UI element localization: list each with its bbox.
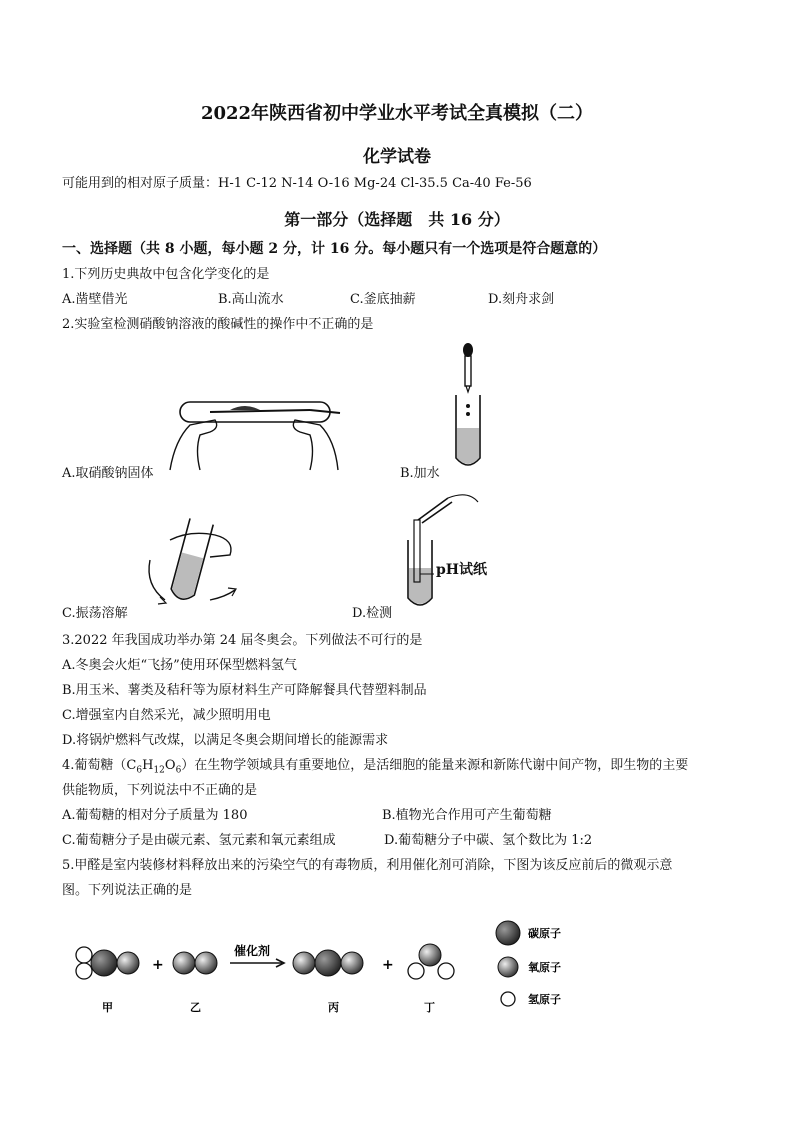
q3-option-b: B.用玉米、薯类及秸秆等为原材料生产可降解餐具代替塑料制品: [62, 683, 427, 698]
reaction-micro-diagram: [62, 915, 622, 1025]
molecule-bing: [293, 950, 363, 976]
formula-o-sub: 6: [175, 765, 182, 776]
legend-carbon: 碳原子: [528, 927, 561, 940]
q4-stem: [62, 758, 688, 779]
q2-stem: 2.实验室检测硝酸钠溶液的酸碱性的操作中不正确的是: [62, 317, 374, 332]
q3-option-d: D.将锅炉燃料气改煤，以满足冬奥会期间增长的能源需求: [62, 733, 389, 748]
formula-c-sub: 6: [136, 765, 143, 776]
q2-option-d: D.检测: [352, 606, 393, 621]
molecule-jia: [76, 947, 139, 979]
q5-stem: 5.甲醛是室内装修材料释放出来的污染空气的有毒物质，利用催化剂可消除，下图为该反应前后的微观示意: [62, 858, 673, 873]
formula-h-sub: 12: [153, 765, 165, 776]
species-bing: 丙: [328, 1001, 339, 1014]
figure-detect-ph: [398, 490, 508, 615]
formula-o: O: [164, 758, 176, 773]
q3-stem: 3.2022 年我国成功举办第 24 届冬奥会。下列做法不可行的是: [62, 633, 423, 648]
molecule-yi: [173, 952, 217, 974]
q1-option-a: A.凿壁借光: [62, 292, 128, 307]
q4-option-b: B.植物光合作用可产生葡萄糖: [382, 808, 552, 823]
species-yi: 乙: [190, 1001, 201, 1014]
q3-option-c: C.增强室内自然采光，减少照明用电: [62, 708, 271, 723]
legend-hydrogen: 氢原子: [528, 993, 561, 1006]
legend: [496, 921, 561, 1006]
q1-option-b: B.高山流水: [218, 292, 284, 307]
q4-option-c: C.葡萄糖分子是由碳元素、氢元素和氧元素组成: [62, 833, 336, 848]
q1-option-c: C.釜底抽薪: [350, 292, 416, 307]
q4-stem-line2: 供能物质，下列说法中不正确的是: [62, 783, 258, 798]
q2-option-c: C.振荡溶解: [62, 606, 128, 621]
atomic-masses: 可能用到的相对原子质量：H-1 C-12 N-14 O-16 Mg-24 Cl-35.5 Ca-40 Fe-56: [62, 176, 532, 191]
species-ding: 丁: [424, 1001, 435, 1014]
paper-title: 2022年陕西省初中学业水平考试全真模拟（二）: [200, 103, 594, 124]
q3-option-a: A.冬奥会火炬“飞扬”使用环保型燃料氢气: [62, 658, 297, 673]
figure-add-water: [448, 340, 488, 475]
paper-subtitle: 化学试卷: [363, 147, 431, 167]
figure-take-solid: [160, 380, 350, 475]
q5-stem-line2: 图。下列说法正确的是: [62, 883, 193, 898]
q2-option-b: B.加水: [400, 466, 440, 481]
section1-heading: 一、选择题（共 8 小题，每小题 2 分，计 16 分。每小题只有一个选项是符合题意的）: [62, 241, 607, 257]
part1-title: 第一部分（选择题 共 16 分）: [284, 210, 510, 229]
molecule-ding: [408, 944, 454, 979]
q4-stem-pre: 4.葡萄糖（: [62, 758, 127, 773]
q4-option-d: D.葡萄糖分子中碳、氢个数比为 1:2: [384, 833, 593, 848]
figure-shake-dissolve: [140, 515, 250, 615]
species-jia: 甲: [102, 1001, 113, 1014]
plus-2: +: [382, 957, 394, 973]
q1-stem: 1.下列历史典故中包含化学变化的是: [62, 267, 270, 282]
q4-stem-post: ）在生物学领域具有重要地位，是活细胞的能量来源和新陈代谢中间产物，即生物的主要: [181, 758, 689, 773]
catalyst-label: 催化剂: [234, 944, 271, 958]
ph-paper-label: pH试纸: [436, 562, 488, 578]
legend-oxygen: 氧原子: [528, 961, 561, 974]
q2-option-a: A.取硝酸钠固体: [62, 466, 154, 481]
formula-h: H: [142, 758, 154, 773]
formula-c: C: [126, 758, 137, 773]
plus-1: +: [152, 957, 164, 973]
q4-option-a: A.葡萄糖的相对分子质量为 180: [62, 808, 248, 823]
q1-option-d: D.刻舟求剑: [488, 292, 555, 307]
